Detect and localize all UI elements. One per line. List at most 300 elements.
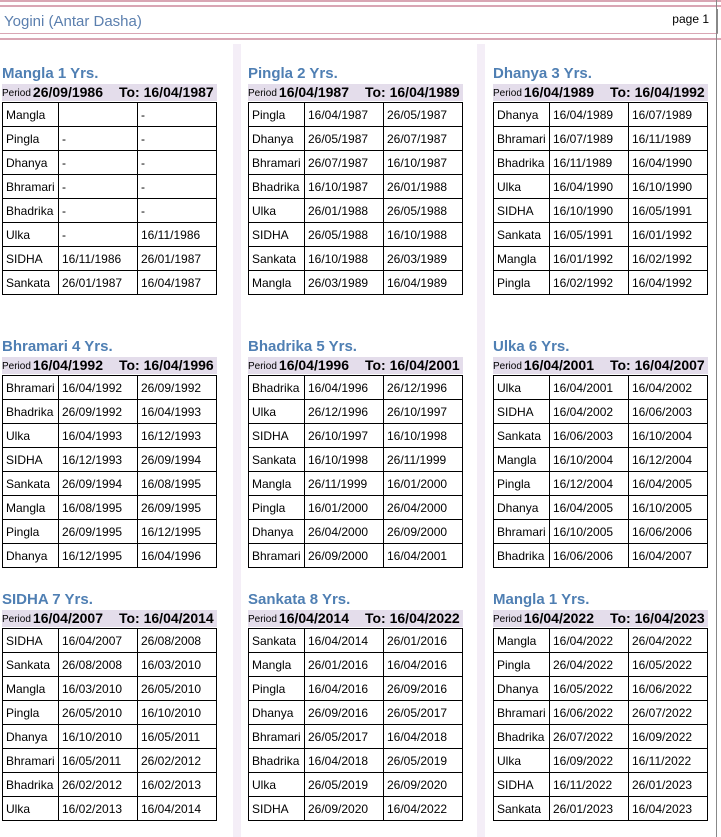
cell-end-date: - bbox=[138, 127, 217, 151]
table-row bbox=[494, 773, 708, 797]
cell-end-date: 26/08/2008 bbox=[138, 629, 217, 653]
cell-planet: Pingla bbox=[494, 472, 550, 496]
cell-end-date: 16/07/1989 bbox=[629, 103, 708, 127]
cell-planet: Ulka bbox=[494, 376, 550, 400]
cell-planet: Pingla bbox=[249, 103, 305, 127]
period-bar bbox=[248, 357, 463, 374]
cell-planet: Dhanya bbox=[249, 701, 305, 725]
period-to-label: To: bbox=[364, 84, 386, 100]
period-bar bbox=[2, 84, 217, 101]
cell-start-date: 16/04/2022 bbox=[550, 629, 629, 653]
cell-start-date: 16/02/2013 bbox=[59, 797, 138, 821]
table-row bbox=[494, 797, 708, 821]
table-row bbox=[3, 223, 217, 247]
cell-start-date: 26/03/1989 bbox=[305, 271, 384, 295]
cell-end-date: 26/05/1988 bbox=[384, 199, 463, 223]
table-row bbox=[249, 749, 463, 773]
dasha-table bbox=[493, 375, 708, 568]
cell-end-date: 26/01/2016 bbox=[384, 629, 463, 653]
period-label: Period bbox=[248, 361, 277, 372]
cell-planet: Dhanya bbox=[494, 496, 550, 520]
cell-end-date: 26/04/2022 bbox=[629, 629, 708, 653]
cell-end-date: 16/10/1988 bbox=[384, 223, 463, 247]
cell-planet: Bhramari bbox=[249, 151, 305, 175]
cell-start-date: 26/01/2016 bbox=[305, 653, 384, 677]
cell-end-date: 16/04/2014 bbox=[138, 797, 217, 821]
period-from: 16/04/2014 bbox=[278, 610, 349, 626]
cell-planet: SIDHA bbox=[249, 223, 305, 247]
cell-start-date: 16/05/2011 bbox=[59, 749, 138, 773]
table-row bbox=[249, 247, 463, 271]
dasha-title: Ulka 6 Yrs. bbox=[493, 338, 570, 355]
cell-planet: Bhadrika bbox=[3, 400, 59, 424]
cell-planet: Pingla bbox=[3, 520, 59, 544]
cell-end-date: 16/05/2022 bbox=[629, 653, 708, 677]
table-row bbox=[494, 175, 708, 199]
cell-planet: SIDHA bbox=[249, 797, 305, 821]
dasha-table bbox=[248, 628, 463, 821]
dasha-table bbox=[2, 102, 217, 295]
period-from: 16/04/1989 bbox=[523, 84, 594, 100]
period-label: Period bbox=[2, 614, 31, 625]
cell-planet: Bhadrika bbox=[249, 175, 305, 199]
cell-planet: Sankata bbox=[3, 472, 59, 496]
cell-planet: Mangla bbox=[3, 103, 59, 127]
dasha-block bbox=[248, 64, 463, 295]
cell-planet: Bhramari bbox=[3, 749, 59, 773]
cell-end-date: 16/04/2018 bbox=[384, 725, 463, 749]
cell-start-date: 26/01/1987 bbox=[59, 271, 138, 295]
cell-start-date: 26/11/1999 bbox=[305, 472, 384, 496]
cell-start-date: 26/09/1994 bbox=[59, 472, 138, 496]
table-row bbox=[249, 376, 463, 400]
dasha-block bbox=[493, 590, 708, 821]
cell-end-date: 16/10/1987 bbox=[384, 151, 463, 175]
cell-end-date: 16/06/2006 bbox=[629, 520, 708, 544]
period-to-label: To: bbox=[118, 84, 140, 100]
period-to: 16/04/1987 bbox=[143, 84, 214, 100]
cell-start-date: 26/01/1988 bbox=[305, 199, 384, 223]
table-row bbox=[249, 400, 463, 424]
cell-start-date: 16/04/1987 bbox=[305, 103, 384, 127]
cell-planet: Ulka bbox=[3, 424, 59, 448]
table-row bbox=[3, 797, 217, 821]
cell-planet: Sankata bbox=[3, 271, 59, 295]
table-row bbox=[249, 103, 463, 127]
cell-start-date: 16/04/2007 bbox=[59, 629, 138, 653]
table-row bbox=[3, 448, 217, 472]
period-from: 16/04/2007 bbox=[32, 610, 103, 626]
cell-start-date: 26/05/2017 bbox=[305, 725, 384, 749]
cell-start-date: 16/02/1992 bbox=[550, 271, 629, 295]
cell-start-date: 16/10/2010 bbox=[59, 725, 138, 749]
cell-planet: Bhramari bbox=[3, 175, 59, 199]
table-row bbox=[249, 175, 463, 199]
column-gutter bbox=[477, 44, 485, 837]
table-row bbox=[3, 199, 217, 223]
cell-start-date: 16/10/1990 bbox=[550, 199, 629, 223]
period-label: Period bbox=[2, 88, 31, 99]
cell-end-date: 16/04/1989 bbox=[384, 271, 463, 295]
table-row bbox=[249, 424, 463, 448]
cell-start-date: 16/04/2002 bbox=[550, 400, 629, 424]
cell-end-date: 16/10/1998 bbox=[384, 424, 463, 448]
period-label: Period bbox=[248, 88, 277, 99]
cell-start-date: 16/07/1989 bbox=[550, 127, 629, 151]
page-title: Yogini (Antar Dasha) bbox=[4, 13, 142, 30]
period-to: 16/04/2023 bbox=[634, 610, 705, 626]
period-label: Period bbox=[493, 361, 522, 372]
cell-end-date: 16/04/1993 bbox=[138, 400, 217, 424]
cell-end-date: 16/03/2010 bbox=[138, 653, 217, 677]
cell-end-date: 16/11/1989 bbox=[629, 127, 708, 151]
cell-start-date: 26/05/1987 bbox=[305, 127, 384, 151]
dasha-title: Sankata 8 Yrs. bbox=[248, 591, 351, 608]
table-row bbox=[494, 544, 708, 568]
cell-end-date: 16/10/2004 bbox=[629, 424, 708, 448]
table-row bbox=[3, 496, 217, 520]
cell-end-date: 26/11/1999 bbox=[384, 448, 463, 472]
cell-end-date: 16/08/1995 bbox=[138, 472, 217, 496]
cell-end-date: - bbox=[138, 175, 217, 199]
cell-start-date: 16/10/1998 bbox=[305, 448, 384, 472]
table-row bbox=[3, 400, 217, 424]
cell-end-date: 26/05/1987 bbox=[384, 103, 463, 127]
cell-end-date: - bbox=[138, 103, 217, 127]
cell-start-date: 26/04/2022 bbox=[550, 653, 629, 677]
table-row bbox=[3, 151, 217, 175]
cell-end-date: 26/09/2020 bbox=[384, 773, 463, 797]
cell-end-date: 16/01/2000 bbox=[384, 472, 463, 496]
cell-planet: Bhramari bbox=[494, 127, 550, 151]
table-row bbox=[249, 725, 463, 749]
period-to: 16/04/2001 bbox=[389, 357, 460, 373]
dasha-title: Bhadrika 5 Yrs. bbox=[248, 338, 357, 355]
table-row bbox=[494, 749, 708, 773]
cell-end-date: 26/09/1992 bbox=[138, 376, 217, 400]
cell-start-date: 16/05/1991 bbox=[550, 223, 629, 247]
period-to-label: To: bbox=[609, 610, 631, 626]
cell-planet: SIDHA bbox=[3, 629, 59, 653]
period-to: 16/04/2022 bbox=[389, 610, 460, 626]
table-row bbox=[494, 520, 708, 544]
cell-start-date: 26/09/2020 bbox=[305, 797, 384, 821]
table-row bbox=[494, 424, 708, 448]
cell-start-date: 16/04/1990 bbox=[550, 175, 629, 199]
page-number: page 1 bbox=[672, 12, 709, 26]
cell-start-date: 16/10/1988 bbox=[305, 247, 384, 271]
cell-end-date: 16/09/2022 bbox=[629, 725, 708, 749]
period-to-label: To: bbox=[364, 610, 386, 626]
cell-end-date: 26/05/2010 bbox=[138, 677, 217, 701]
cell-planet: Mangla bbox=[3, 496, 59, 520]
cell-start-date: 26/05/2019 bbox=[305, 773, 384, 797]
table-row bbox=[494, 199, 708, 223]
table-row bbox=[249, 653, 463, 677]
cell-planet: Bhadrika bbox=[3, 199, 59, 223]
period-to-label: To: bbox=[364, 357, 386, 373]
cell-planet: Dhanya bbox=[494, 677, 550, 701]
cell-start-date: 16/03/2010 bbox=[59, 677, 138, 701]
cell-planet: Ulka bbox=[249, 400, 305, 424]
table-row bbox=[494, 376, 708, 400]
cell-end-date: 26/09/1995 bbox=[138, 496, 217, 520]
cell-planet: Ulka bbox=[494, 175, 550, 199]
table-row bbox=[3, 175, 217, 199]
cell-end-date: 16/01/1992 bbox=[629, 223, 708, 247]
cell-start-date: 16/04/1993 bbox=[59, 424, 138, 448]
cell-planet: Mangla bbox=[249, 271, 305, 295]
dasha-title: Pingla 2 Yrs. bbox=[248, 65, 338, 82]
cell-planet: Mangla bbox=[494, 448, 550, 472]
cell-start-date: 16/04/2018 bbox=[305, 749, 384, 773]
cell-end-date: 16/04/2016 bbox=[384, 653, 463, 677]
cell-start-date: - bbox=[59, 199, 138, 223]
period-label: Period bbox=[248, 614, 277, 625]
cell-end-date: 26/02/2012 bbox=[138, 749, 217, 773]
table-row bbox=[494, 653, 708, 677]
period-from: 16/04/2022 bbox=[523, 610, 594, 626]
table-row bbox=[249, 151, 463, 175]
period-bar bbox=[493, 610, 708, 627]
cell-planet: Dhanya bbox=[3, 725, 59, 749]
table-row bbox=[249, 701, 463, 725]
cell-start-date: 16/12/1995 bbox=[59, 544, 138, 568]
cell-planet: Bhadrika bbox=[249, 376, 305, 400]
period-to-label: To: bbox=[118, 357, 140, 373]
dasha-block bbox=[248, 337, 463, 568]
cell-start-date: 16/11/2022 bbox=[550, 773, 629, 797]
period-label: Period bbox=[493, 614, 522, 625]
cell-end-date: 16/04/2001 bbox=[384, 544, 463, 568]
cell-end-date: 26/01/1988 bbox=[384, 175, 463, 199]
cell-start-date: 26/01/2023 bbox=[550, 797, 629, 821]
cell-planet: Mangla bbox=[494, 247, 550, 271]
cell-end-date: 16/04/2005 bbox=[629, 472, 708, 496]
cell-end-date: 16/11/1986 bbox=[138, 223, 217, 247]
cell-start-date: 16/04/2016 bbox=[305, 677, 384, 701]
table-row bbox=[494, 271, 708, 295]
cell-end-date: 26/01/1987 bbox=[138, 247, 217, 271]
cell-end-date: 16/04/2023 bbox=[629, 797, 708, 821]
cell-start-date: 26/07/2022 bbox=[550, 725, 629, 749]
cell-planet: Bhadrika bbox=[249, 749, 305, 773]
table-row bbox=[3, 773, 217, 797]
cell-start-date: 26/05/1988 bbox=[305, 223, 384, 247]
cell-end-date: 16/04/1996 bbox=[138, 544, 217, 568]
cell-start-date: 16/10/2004 bbox=[550, 448, 629, 472]
period-bar bbox=[2, 610, 217, 627]
column-gutter bbox=[233, 44, 241, 837]
cell-start-date: 26/02/2012 bbox=[59, 773, 138, 797]
cell-start-date: 16/06/2003 bbox=[550, 424, 629, 448]
table-row bbox=[494, 400, 708, 424]
cell-start-date: 26/05/2010 bbox=[59, 701, 138, 725]
dasha-block bbox=[2, 590, 217, 821]
cell-planet: Ulka bbox=[249, 773, 305, 797]
dasha-table bbox=[248, 375, 463, 568]
table-row bbox=[3, 520, 217, 544]
cell-planet: Dhanya bbox=[249, 127, 305, 151]
table-row bbox=[249, 773, 463, 797]
dasha-table bbox=[248, 102, 463, 295]
cell-end-date: 16/04/2007 bbox=[629, 544, 708, 568]
table-row bbox=[249, 544, 463, 568]
table-row bbox=[249, 127, 463, 151]
dasha-title: Mangla 1 Yrs. bbox=[2, 65, 99, 82]
period-label: Period bbox=[2, 361, 31, 372]
cell-start-date: 16/12/1993 bbox=[59, 448, 138, 472]
cell-planet: Pingla bbox=[3, 701, 59, 725]
cell-planet: SIDHA bbox=[3, 247, 59, 271]
cell-end-date: 26/12/1996 bbox=[384, 376, 463, 400]
period-bar bbox=[2, 357, 217, 374]
cell-end-date: 26/05/2017 bbox=[384, 701, 463, 725]
cell-planet: Ulka bbox=[494, 749, 550, 773]
table-row bbox=[3, 271, 217, 295]
table-row bbox=[494, 247, 708, 271]
cell-planet: Bhadrika bbox=[494, 725, 550, 749]
dasha-table bbox=[2, 375, 217, 568]
page-edge bbox=[716, 0, 717, 837]
table-row bbox=[249, 797, 463, 821]
cell-start-date: 16/01/1992 bbox=[550, 247, 629, 271]
cell-end-date: 26/09/1994 bbox=[138, 448, 217, 472]
cell-end-date: 16/05/2011 bbox=[138, 725, 217, 749]
cell-end-date: 16/11/2022 bbox=[629, 749, 708, 773]
top-rule bbox=[0, 0, 721, 2]
dasha-table bbox=[493, 628, 708, 821]
cell-end-date: 16/06/2022 bbox=[629, 677, 708, 701]
cell-end-date: 26/05/2019 bbox=[384, 749, 463, 773]
cell-planet: Bhramari bbox=[3, 376, 59, 400]
header-rule bbox=[0, 38, 721, 40]
cell-planet: Bhramari bbox=[249, 725, 305, 749]
cell-start-date bbox=[59, 103, 138, 127]
cell-end-date: 26/01/2023 bbox=[629, 773, 708, 797]
table-row bbox=[3, 749, 217, 773]
cell-planet: Bhadrika bbox=[494, 151, 550, 175]
cell-start-date: 16/06/2006 bbox=[550, 544, 629, 568]
table-row bbox=[249, 271, 463, 295]
cell-end-date: 16/02/1992 bbox=[629, 247, 708, 271]
cell-planet: Mangla bbox=[249, 472, 305, 496]
period-bar bbox=[493, 357, 708, 374]
cell-start-date: 26/10/1997 bbox=[305, 424, 384, 448]
period-bar bbox=[248, 84, 463, 101]
cell-planet: SIDHA bbox=[494, 199, 550, 223]
table-row bbox=[249, 472, 463, 496]
cell-end-date: 26/10/1997 bbox=[384, 400, 463, 424]
period-to-label: To: bbox=[609, 84, 631, 100]
period-to: 16/04/1996 bbox=[143, 357, 214, 373]
period-to-label: To: bbox=[609, 357, 631, 373]
cell-planet: Dhanya bbox=[3, 544, 59, 568]
period-from: 16/04/2001 bbox=[523, 357, 594, 373]
cell-end-date: 26/03/1989 bbox=[384, 247, 463, 271]
cell-start-date: 16/04/1989 bbox=[550, 103, 629, 127]
cell-start-date: 26/09/2000 bbox=[305, 544, 384, 568]
period-bar bbox=[248, 610, 463, 627]
table-row bbox=[494, 701, 708, 725]
table-row bbox=[249, 677, 463, 701]
cell-start-date: 16/05/2022 bbox=[550, 677, 629, 701]
dasha-block bbox=[248, 590, 463, 821]
table-row bbox=[3, 725, 217, 749]
cell-planet: Dhanya bbox=[3, 151, 59, 175]
cell-end-date: 26/07/1987 bbox=[384, 127, 463, 151]
cell-planet: Ulka bbox=[3, 223, 59, 247]
cell-end-date: - bbox=[138, 151, 217, 175]
cell-planet: Sankata bbox=[494, 797, 550, 821]
cell-end-date: 16/10/2005 bbox=[629, 496, 708, 520]
period-from: 16/04/1987 bbox=[278, 84, 349, 100]
table-row bbox=[3, 629, 217, 653]
cell-planet: Dhanya bbox=[494, 103, 550, 127]
cell-end-date: 26/09/2016 bbox=[384, 677, 463, 701]
cell-end-date: 16/12/1993 bbox=[138, 424, 217, 448]
cell-start-date: - bbox=[59, 127, 138, 151]
dasha-title: SIDHA 7 Yrs. bbox=[2, 591, 93, 608]
cell-planet: Mangla bbox=[494, 629, 550, 653]
table-row bbox=[3, 653, 217, 677]
cell-start-date: 26/09/1992 bbox=[59, 400, 138, 424]
cell-end-date: 16/10/2010 bbox=[138, 701, 217, 725]
cell-planet: Pingla bbox=[249, 496, 305, 520]
cell-planet: Bhadrika bbox=[3, 773, 59, 797]
period-to: 16/04/1992 bbox=[634, 84, 705, 100]
dasha-table bbox=[2, 628, 217, 821]
cell-planet: SIDHA bbox=[249, 424, 305, 448]
cell-start-date: 26/09/2016 bbox=[305, 701, 384, 725]
cell-start-date: 16/08/1995 bbox=[59, 496, 138, 520]
table-row bbox=[494, 472, 708, 496]
cell-end-date: 16/04/1987 bbox=[138, 271, 217, 295]
dasha-table bbox=[493, 102, 708, 295]
cell-start-date: 16/10/2005 bbox=[550, 520, 629, 544]
cell-planet: Mangla bbox=[249, 653, 305, 677]
table-row bbox=[249, 448, 463, 472]
cell-start-date: 26/07/1987 bbox=[305, 151, 384, 175]
cell-planet: Bhramari bbox=[494, 520, 550, 544]
report-header bbox=[0, 9, 718, 34]
cell-end-date: 16/04/1990 bbox=[629, 151, 708, 175]
period-bar bbox=[493, 84, 708, 101]
cell-planet: Pingla bbox=[494, 271, 550, 295]
cell-planet: Sankata bbox=[249, 629, 305, 653]
table-row bbox=[249, 223, 463, 247]
cell-planet: Bhadrika bbox=[494, 544, 550, 568]
cell-end-date: - bbox=[138, 199, 217, 223]
table-row bbox=[249, 520, 463, 544]
dasha-title: Bhramari 4 Yrs. bbox=[2, 338, 113, 355]
table-row bbox=[249, 629, 463, 653]
table-row bbox=[494, 629, 708, 653]
cell-planet: SIDHA bbox=[494, 773, 550, 797]
period-label: Period bbox=[493, 88, 522, 99]
cell-start-date: - bbox=[59, 151, 138, 175]
dasha-block bbox=[493, 64, 708, 295]
period-to: 16/04/2007 bbox=[634, 357, 705, 373]
cell-start-date: 26/04/2000 bbox=[305, 520, 384, 544]
period-to: 16/04/1989 bbox=[389, 84, 460, 100]
cell-planet: Sankata bbox=[3, 653, 59, 677]
table-row bbox=[494, 127, 708, 151]
cell-end-date: 16/05/1991 bbox=[629, 199, 708, 223]
period-to: 16/04/2014 bbox=[143, 610, 214, 626]
cell-planet: Sankata bbox=[249, 448, 305, 472]
cell-start-date: 16/04/1992 bbox=[59, 376, 138, 400]
